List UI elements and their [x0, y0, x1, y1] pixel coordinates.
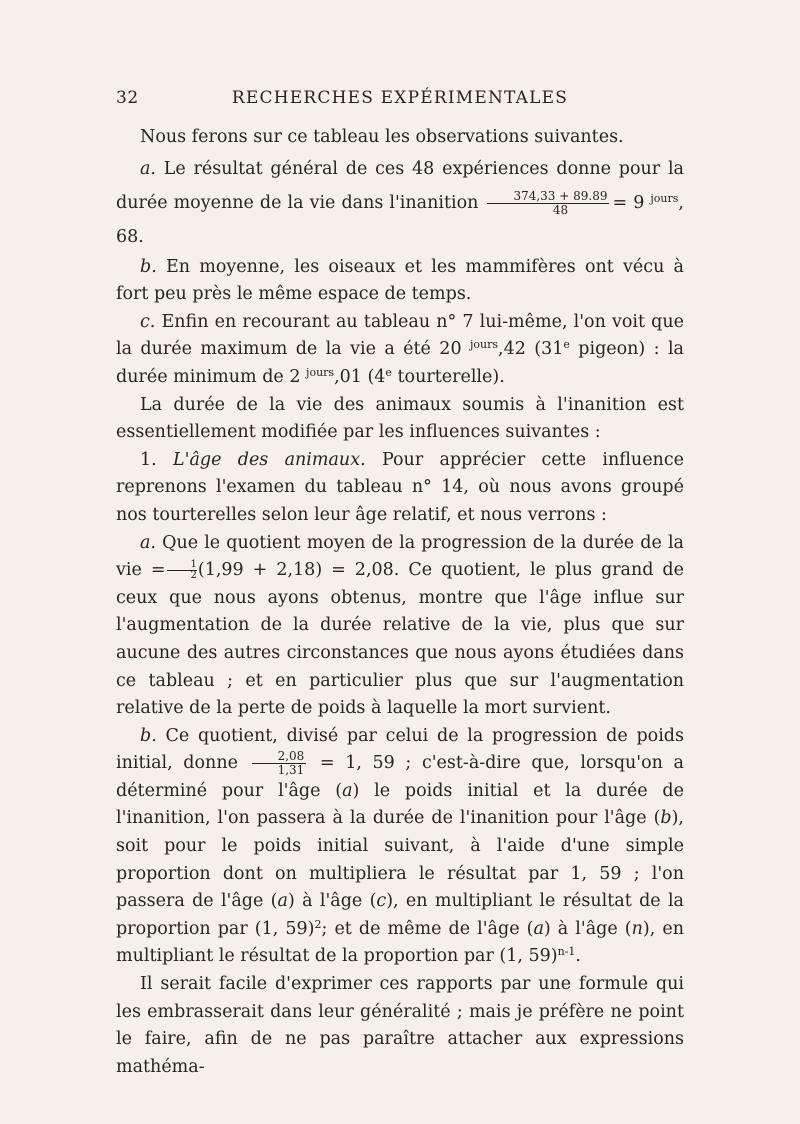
paragraph-formula: Il serait facile d'exprimer ces rapports par une formule qui les embrasserait dans leur généralité ; mais je préfère ne point le faire, afin de ne pas paraître attacher aux expressions mathéma- [116, 974, 684, 1077]
paragraph-b-progression: b. Ce quotient, divisé par celui de la progression de poids initial, donne $\frac{2,08}{1,31}$ = 1, 59 ; c'est-à-dire que, lorsqu'on a déterminé pour l'âge (a) le poids initial et la durée de l'inanition, l'on passera à la durée de l'inanition pour l'âge (b), soit pour le poids initial suivant, à l'aide d'une simple proportion dont on multipliera le résultat par 1, 59 ; l'on passera de l'âge (a) à l'âge (c), en multipliant le résultat de la proportion par (1, 59)$^2$; et de même de l'âge (a) à l'âge (n), en multipliant le résultat de la proportion par (1, 59)$^{n-1}$. [116, 725, 684, 967]
paragraph-influences: La durée de la vie des animaux soumis à l'inanition est essentiellement modifiée par les influences suivantes : [116, 394, 684, 443]
item-marker: b. [140, 256, 157, 277]
fraction-mean-duration: $\frac{374,33 + 89.89}{48}$ [487, 190, 609, 217]
item-marker: a. [140, 158, 156, 179]
text-body [116, 124, 684, 1081]
item-marker: c. [140, 311, 156, 332]
paragraph-c-max-min: c. Enfin en recourant au tableau n° 7 lui-même, l'on voit que la durée maximum de la vie a été 20 $^{jours}$,42 (31e pigeon) : la durée minimum de 2 $^{jours}$,01 (4e tourterelle). [116, 311, 684, 387]
item-marker: b. [140, 725, 157, 746]
paragraph-1-age: 1. L'âge des animaux. Pour apprécier cette influence reprenons l'examen du tableau n° 14, où nous avons groupé nos tourterelles selon leur âge relatif, et nous verrons : [116, 449, 684, 525]
paragraph-a-mean-duration: a. Le résultat général de ces 48 expériences donne pour la durée moyenne de la vie dans l'inanition $\frac{374,33 + 89.89}{48}$ = 9 $^{jours}$, 68. [116, 158, 684, 247]
fraction-quotient: $\frac{2,08}{1,31}$ [252, 750, 307, 777]
paragraph-b-birds-mammals: b. En moyenne, les oiseaux et les mammifères ont vécu à fort peu près le même espace de temps. [116, 256, 684, 305]
page-number: 32 [116, 88, 139, 108]
paragraph-intro: Nous ferons sur ce tableau les observations suivantes. [140, 127, 624, 147]
paragraph-a-quotient: a. Que le quotient moyen de la progression de la durée de la vie = $\frac{1}{2}$ (1,99 + 2,18) = 2,08. Ce quotient, le plus grand de ceux que nous ayons obtenus, montre que l'âge influe sur l'augmentation de la durée relative de la vie, plus que sur aucune des autres circonstances que nous ayons étudiées dans ce tableau ; et en particulier plus que sur l'augmentation relative de la perte de poids à laquelle la mort survient. [116, 532, 684, 719]
section-heading-age: L'âge des animaux. [173, 449, 366, 470]
item-marker: a. [140, 532, 156, 553]
page-header [116, 88, 684, 114]
running-title: RECHERCHES EXPÉRIMENTALES [231, 88, 569, 108]
item-marker: 1. [140, 449, 157, 470]
fraction-one-half: $\frac{1}{2}$ [167, 560, 197, 581]
